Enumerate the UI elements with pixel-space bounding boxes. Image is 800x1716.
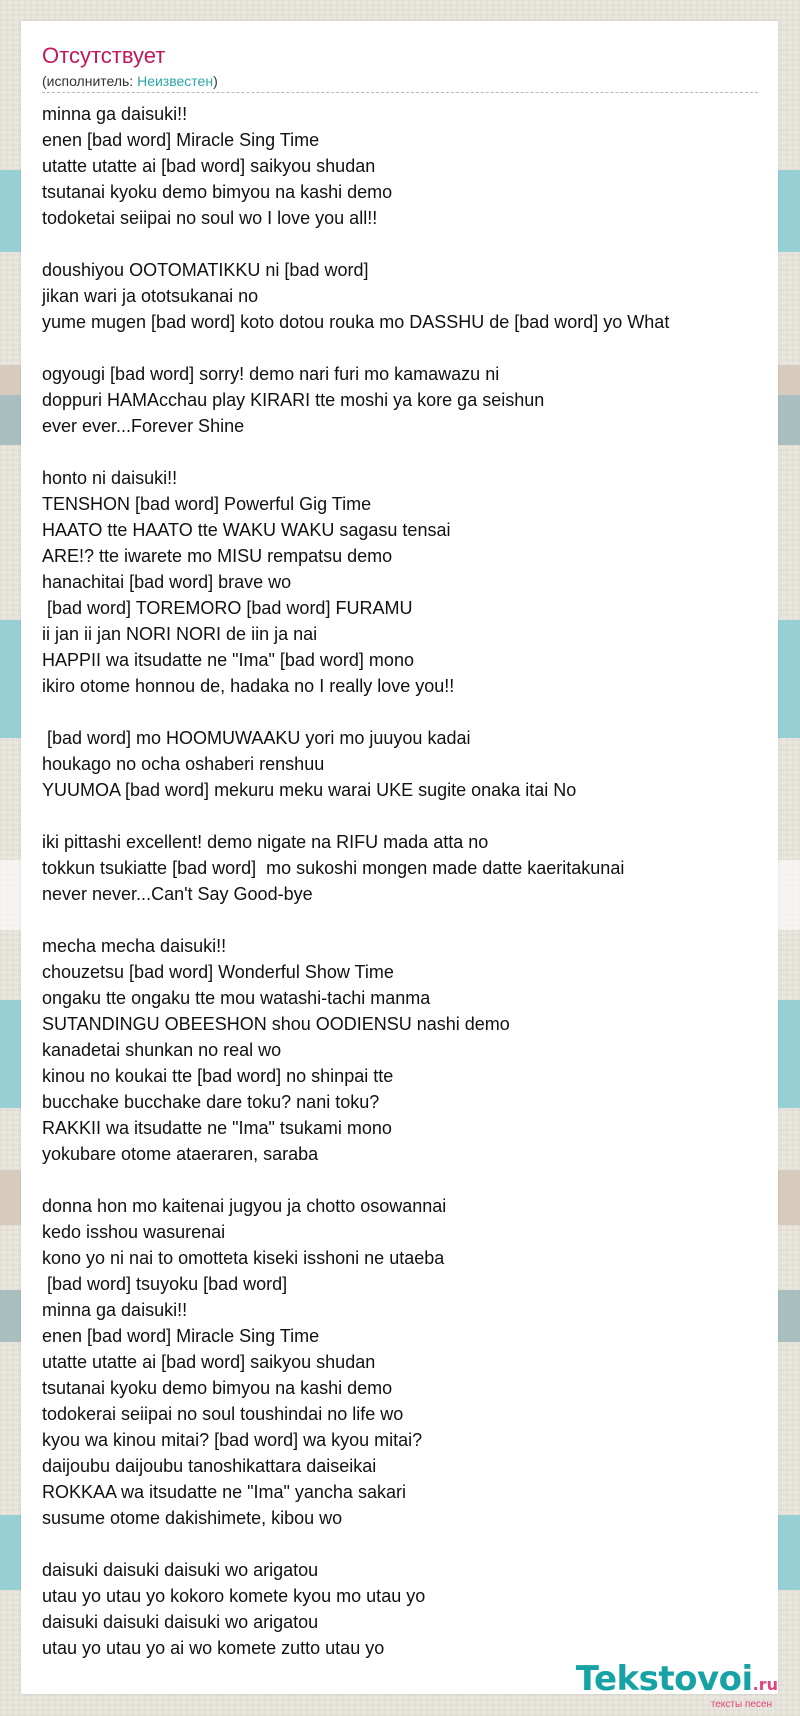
lyric-line: RAKKII wa itsudatte ne "Ima" tsukami mono (42, 1118, 392, 1138)
lyric-line: mecha mecha daisuki!! (42, 936, 227, 956)
lyric-line: daisuki daisuki daisuki wo arigatou (42, 1560, 319, 1580)
lyric-line: kanadetai shunkan no real wo (42, 1040, 282, 1060)
lyric-line: TENSHON [bad word] Powerful Gig Time (42, 494, 372, 514)
lyric-line: [bad word] tsuyoku [bad word] (42, 1274, 288, 1294)
lyric-line: never never...Can't Say Good-bye (42, 884, 313, 904)
lyric-line: ii jan ii jan NORI NORI de iin ja nai (42, 624, 318, 644)
song-title: Отсутствует (42, 43, 166, 68)
logo-wordmark (576, 1661, 778, 1703)
lyric-line: utatte utatte ai [bad word] saikyou shudan (42, 156, 376, 176)
lyric-line: doppuri HAMAcchau play KIRARI tte moshi ya kore ga seishun (42, 390, 545, 410)
lyric-line: honto ni daisuki!! (42, 468, 178, 488)
lyric-line: SUTANDINGU OBEESHON shou OODIENSU nashi demo (42, 1014, 510, 1034)
lyric-line: ikiro otome honnou de, hadaka no I really love you!! (42, 676, 455, 696)
lyric-line (42, 231, 772, 257)
lyric-line: utau yo utau yo ai wo komete zutto utau yo (42, 1638, 385, 1658)
lyric-line: hanachitai [bad word] brave wo (42, 572, 292, 592)
lyric-line (42, 907, 772, 933)
lyrics-text (42, 101, 772, 1661)
lyric-line: jikan wari ja ototsukanai no (42, 286, 259, 306)
lyric-line: kyou wa kinou mitai? [bad word] wa kyou mitai? (42, 1430, 423, 1450)
lyric-line: kinou no koukai tte [bad word] no shinpai tte (42, 1066, 394, 1086)
lyric-line (42, 335, 772, 361)
lyric-line: utatte utatte ai [bad word] saikyou shudan (42, 1352, 376, 1372)
lyric-line (42, 699, 772, 725)
lyric-line: doushiyou OOTOMATIKKU ni [bad word] (42, 260, 369, 280)
lyric-line: [bad word] TOREMORO [bad word] FURAMU (42, 598, 413, 618)
lyric-line (42, 1531, 772, 1557)
artist-prefix: (исполнитель: (42, 73, 138, 89)
lyric-line: yokubare otome ataeraren, saraba (42, 1144, 319, 1164)
title-divider (42, 92, 758, 93)
lyric-line: enen [bad word] Miracle Sing Time (42, 130, 320, 150)
lyric-line: kedo isshou wasurenai (42, 1222, 226, 1242)
site-logo[interactable] (576, 1661, 778, 1710)
lyric-line: enen [bad word] Miracle Sing Time (42, 1326, 320, 1346)
lyric-line (42, 803, 772, 829)
lyric-line: chouzetsu [bad word] Wonderful Show Time (42, 962, 394, 982)
lyric-line: daijoubu daijoubu tanoshikattara daiseikai (42, 1456, 377, 1476)
lyric-line: HAPPII wa itsudatte ne "Ima" [bad word] mono (42, 650, 414, 670)
lyric-line: YUUMOA [bad word] mekuru meku warai UKE sugite onaka itai No (42, 780, 577, 800)
lyric-line: ogyougi [bad word] sorry! demo nari furi mo kamawazu ni (42, 364, 500, 384)
lyric-line: iki pittashi excellent! demo nigate na RIFU mada atta no (42, 832, 489, 852)
lyric-line: yume mugen [bad word] koto dotou rouka mo DASSHU de [bad word] yo What (42, 312, 670, 332)
lyric-line: kono yo ni nai to omotteta kiseki isshoni ne utaeba (42, 1248, 445, 1268)
lyric-line (42, 439, 772, 465)
lyric-line (42, 1167, 772, 1193)
lyric-line: todokerai seiipai no soul toushindai no life wo (42, 1404, 404, 1424)
artist-link[interactable]: Неизвестен (137, 73, 214, 89)
lyric-line: ROKKAA wa itsudatte ne "Ima" yancha sakari (42, 1482, 406, 1502)
lyric-line: tsutanai kyoku demo bimyou na kashi demo (42, 182, 393, 202)
lyric-line: susume otome dakishimete, kibou wo (42, 1508, 343, 1528)
lyrics-card (21, 21, 778, 1694)
lyric-line: ever ever...Forever Shine (42, 416, 245, 436)
lyric-line: minna ga daisuki!! (42, 104, 188, 124)
lyric-line: houkago no ocha oshaberi renshuu (42, 754, 325, 774)
lyric-line: [bad word] mo HOOMUWAAKU yori mo juuyou kadai (42, 728, 471, 748)
lyric-line: ARE!? tte iwarete mo MISU rempatsu demo (42, 546, 393, 566)
lyric-line: bucchake bucchake dare toku? nani toku? (42, 1092, 380, 1112)
lyric-line: todoketai seiipai no soul wo I love you all!! (42, 208, 378, 228)
logo-tagline: тексты песен (710, 1699, 772, 1710)
lyric-line: donna hon mo kaitenai jugyou ja chotto osowannai (42, 1196, 447, 1216)
lyric-line: utau yo utau yo kokoro komete kyou mo utau yo (42, 1586, 426, 1606)
lyric-line: tsutanai kyoku demo bimyou na kashi demo (42, 1378, 393, 1398)
artist-line (42, 73, 218, 89)
lyric-line: tokkun tsukiatte [bad word] mo sukoshi mongen made datte kaeritakunai (42, 858, 625, 878)
artist-suffix: ) (213, 73, 218, 89)
lyric-line: HAATO tte HAATO tte WAKU WAKU sagasu tensai (42, 520, 451, 540)
logo-suffix: .ru (752, 1675, 778, 1694)
lyric-line: minna ga daisuki!! (42, 1300, 188, 1320)
logo-main-text: Tekstovoi (575, 1659, 753, 1699)
lyric-line: ongaku tte ongaku tte mou watashi-tachi manma (42, 988, 431, 1008)
lyric-line: daisuki daisuki daisuki wo arigatou (42, 1612, 319, 1632)
